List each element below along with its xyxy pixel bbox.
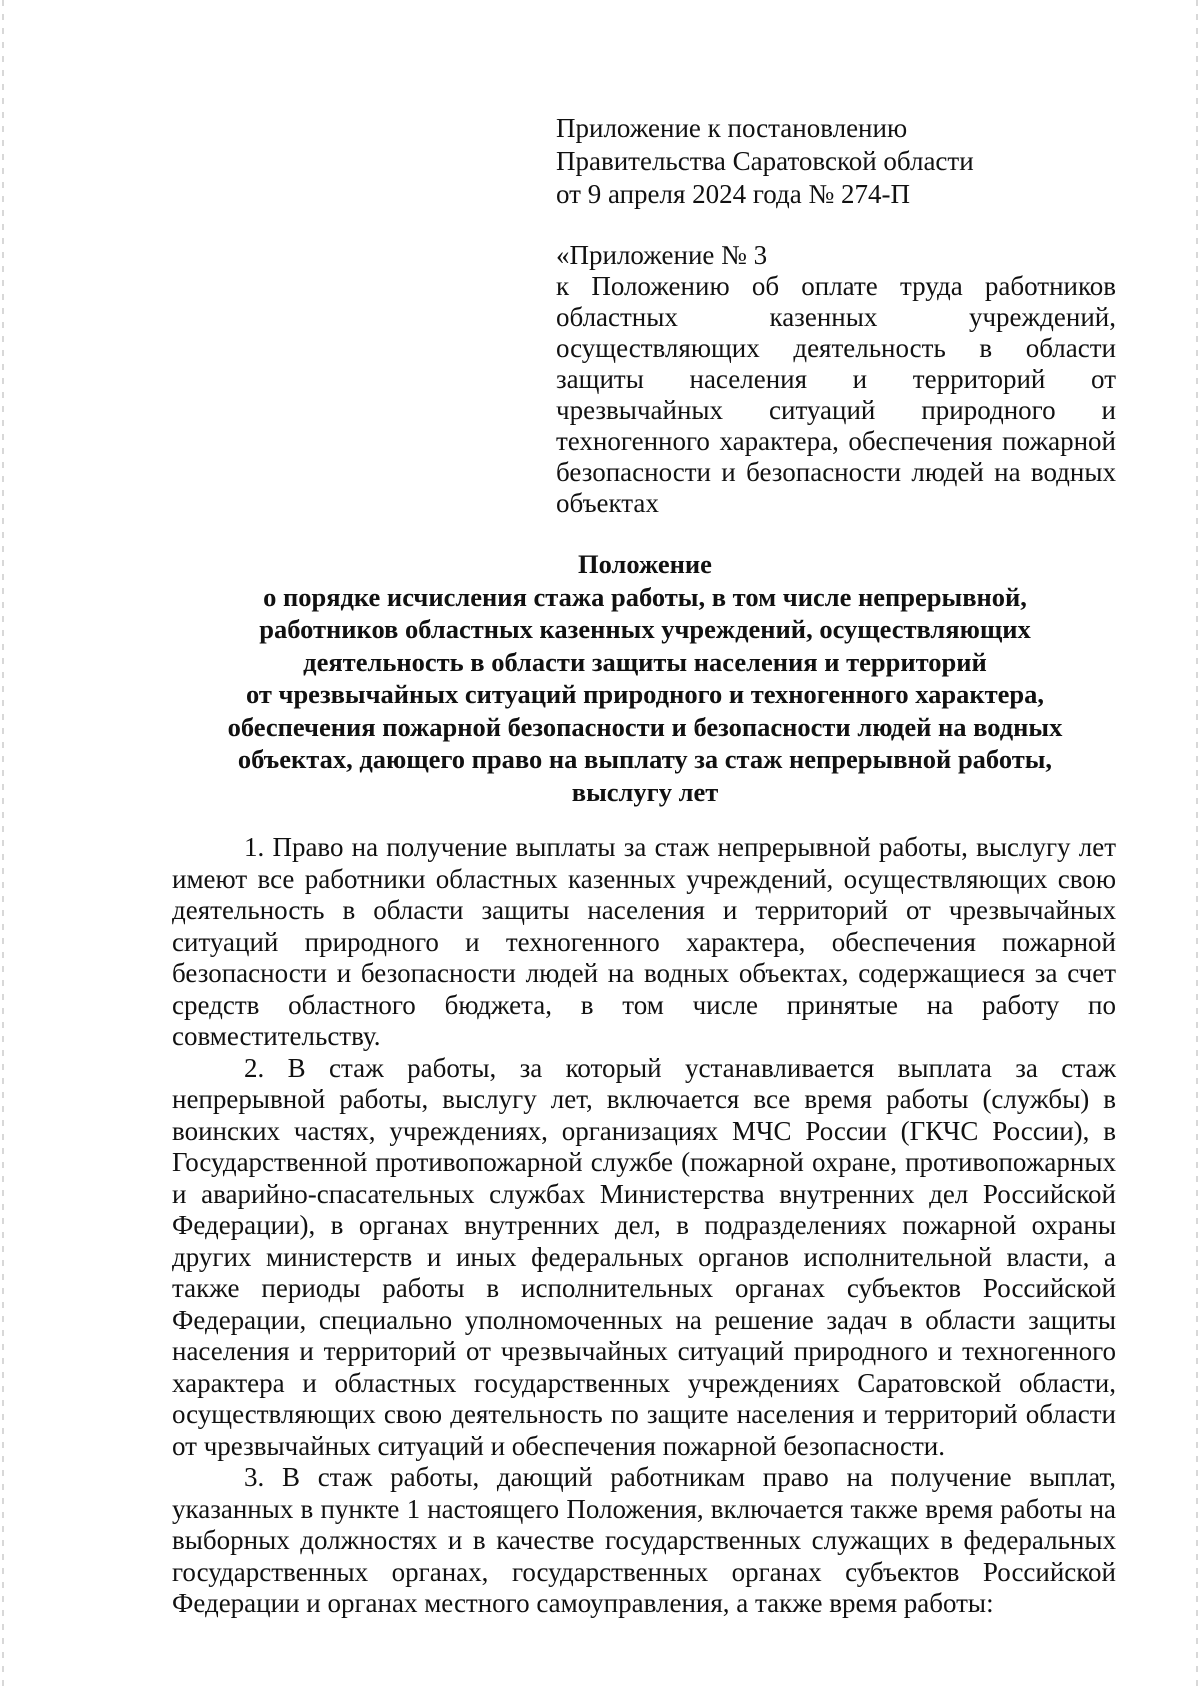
- annex-title: «Приложение № 3: [556, 240, 768, 270]
- title-line: объектах, дающего право на выплату за стаж непрерывной работы,: [237, 744, 1053, 774]
- annex-reference: [556, 240, 1116, 519]
- header-line-1: Приложение к постановлению: [556, 113, 908, 143]
- title-line: Положение: [578, 549, 712, 579]
- paragraph-1: 1. Право на получение выплаты за стаж непрерывной работы, выслугу лет имеют все работники областных казенных учреждений, осуществляющих свою деятельность в области защиты населения и территорий от чрезвычайных ситуаций природного и техногенного характера, обеспечения пожарной безопасности и безопасности людей на водных объектах, содержащиеся за счет средств областного бюджета, в том числе принятые на работу по совместительству.: [172, 832, 1116, 1051]
- title-line: работников областных казенных учреждений, осуществляющих: [259, 614, 1031, 644]
- header-line-3: от 9 апреля 2024 года № 274-П: [556, 179, 910, 209]
- title-line: деятельность в области защиты населения и территорий: [303, 646, 987, 677]
- document-title: [180, 548, 1110, 808]
- paragraph-3: 3. В стаж работы, дающий работникам право на получение выплат, указанных в пункте 1 настоящего Положения, включается также время работы на выборных должностях и в качестве государственных служащих в федеральных государственных органах, государственных органах субъектов Российской Федерации и органах местного самоуправления, а также время работы:: [172, 1462, 1116, 1618]
- title-line: выслугу лет: [571, 776, 719, 807]
- approval-header: [556, 112, 1116, 211]
- scan-edge-right: [1196, 0, 1198, 1686]
- scan-edge-left: [2, 0, 4, 1686]
- title-line: о порядке исчисления стажа работы, в том числе непрерывной,: [263, 581, 1027, 612]
- annex-text: к Положению об оплате труда работников областных казенных учреждений, осуществляющих деятельность в области защиты населения и территорий от чрезвычайных ситуаций природного и техногенного характера, обеспечения пожарной безопасности и безопасности людей на водных объектах: [556, 271, 1116, 518]
- title-line: от чрезвычайных ситуаций природного и техногенного характера,: [245, 679, 1045, 709]
- document-body: [172, 832, 1116, 1620]
- title-line: обеспечения пожарной безопасности и безопасности людей на водных: [227, 711, 1063, 742]
- paragraph-2: 2. В стаж работы, за который устанавливается выплата за стаж непрерывной работы, выслугу лет, включается все время работы (службы) в воинских частях, учреждениях, организациях МЧС России (ГКЧС России), в Государственной противопожарной службе (пожарной охране, противопожарных и аварийно-спасательных службах Министерства внутренних дел Российской Федерации), в органах внутренних дел, в подразделениях пожарной охраны других министерств и иных федеральных органов исполнительной власти, а также периоды работы в исполнительных органах субъектов Российской Федерации, специально уполномоченных на решение задач в области защиты населения и территорий от чрезвычайных ситуаций природного и техногенного характера и областных государственных учреждениях Саратовской области, осуществляющих свою деятельность по защите населения и территорий области от чрезвычайных ситуаций и обеспечения пожарной безопасности.: [172, 1052, 1116, 1461]
- header-line-2: Правительства Саратовской области: [556, 146, 974, 176]
